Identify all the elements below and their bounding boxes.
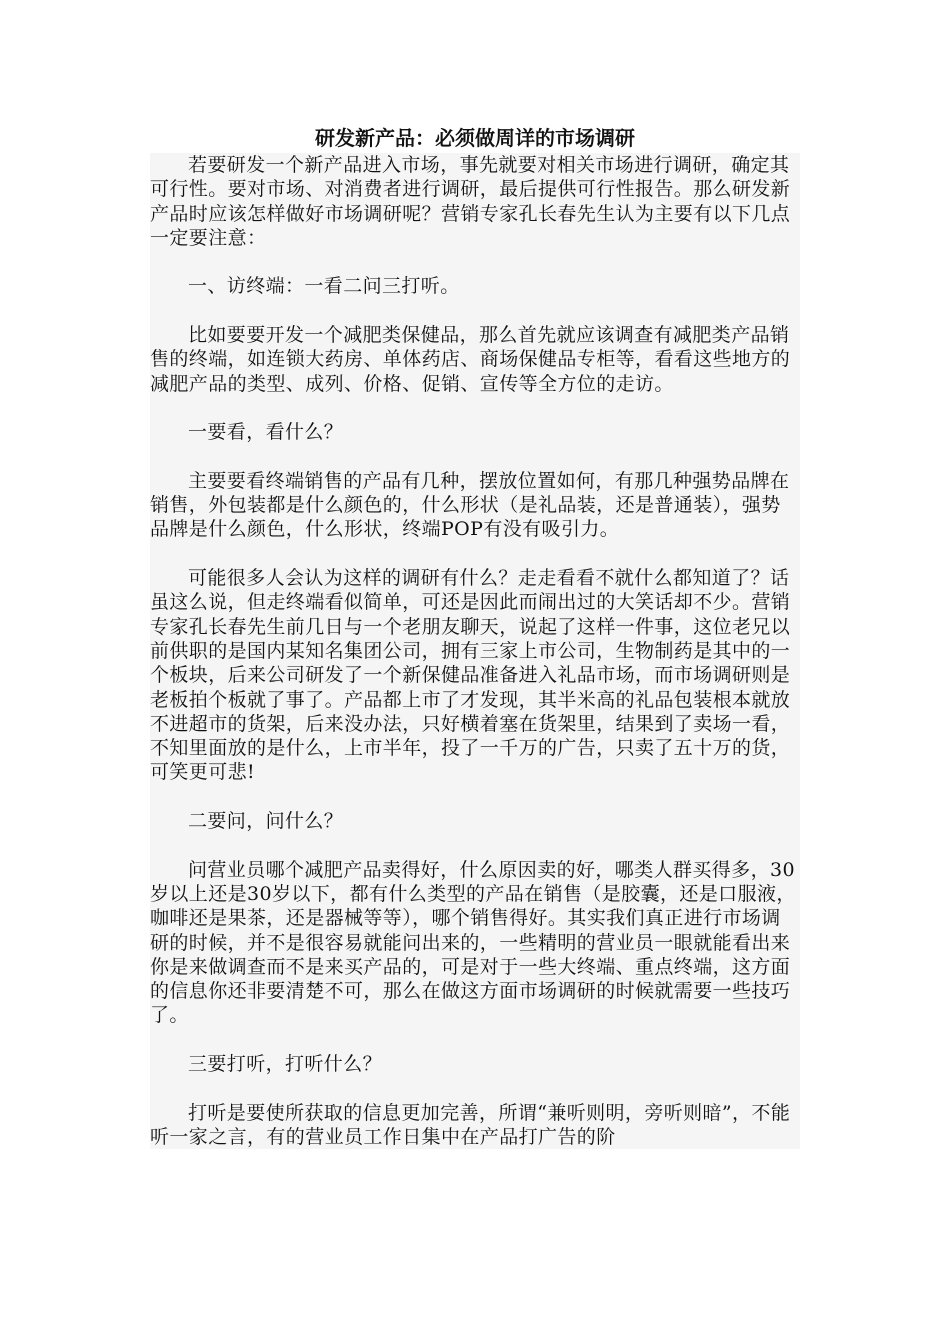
paragraph-gap [150, 250, 800, 274]
paragraph-intro: 若要研发一个新产品进入市场，事先就要对相关市场进行调研，确定其可行性。要对市场、对消费者进行调研，最后提供可行性报告。那么研发新产品时应该怎样做好市场调研呢？营销专家孔长春先生认为主要有以下几点一定要注意： [150, 154, 791, 249]
paragraph-ask-details: 问营业员哪个减肥产品卖得好，什么原因卖的好，哪类人群买得多，30岁以上还是30岁以下，都有什么类型的产品在销售（是胶囊，还是口服液，咖啡还是果茶，还是器械等等），哪个销售得好。其实我们真正进行市场调研的时候，并不是很容易就能问出来的，一些精明的营业员一眼就能看出来你是来做调查而不是来买产品的，可是对于一些大终端、重点终端，这方面的信息你还非要清楚不可，那么在做这方面市场调研的时候就需要一些技巧了。 [150, 858, 796, 1027]
paragraph-gap [150, 1076, 800, 1100]
section-heading-visit-terminal: 一、访终端：一看二问三打听。 [188, 275, 460, 298]
subheading-ask: 二要问，问什么？ [188, 810, 344, 833]
paragraph-anecdote: 可能很多人会认为这样的调研有什么？走走看看不就什么都知道了？话虽这么说，但走终端看似简单，可还是因此而闹出过的大笑话却不少。营销专家孔长春先生前几日与一个老朋友聊天，说起了这样一件事，这位老兄以前供职的是国内某知名集团公司，拥有三家上市公司，生物制药是其中的一个板块，后来公司研发了一个新保健品准备进入礼品市场，而市场调研则是老板拍个板就了事了。产品都上市了才发现，其半米高的礼品包装根本就放不进超市的货架，后来没办法，只好横着塞在货架里，结果到了卖场一看，不知里面放的是什么，上市半年，投了一千万的广告，只卖了五十万的货，可笑更可悲! [150, 567, 791, 784]
paragraph-example: 比如要要开发一个减肥类保健品，那么首先就应该调查有减肥类产品销售的终端，如连锁大药房、单体药店、商场保健品专柜等，看看这些地方的减肥产品的类型、成列、价格、促销、宣传等全方位的走访。 [150, 324, 791, 395]
paragraph-inquire-details: 打听是要使所获取的信息更加完善，所谓“兼听则明，旁听则暗”，不能听一家之言，有的营业员工作日集中在产品打广告的阶 [150, 1101, 791, 1148]
document-body [150, 153, 800, 1149]
paragraph-gap [150, 445, 800, 469]
paragraph-gap [150, 396, 800, 420]
paragraph-gap [150, 542, 800, 566]
paragraph-gap [150, 785, 800, 809]
paragraph-look-details: 主要要看终端销售的产品有几种，摆放位置如何，有那几种强势品牌在销售，外包装都是什么颜色的，什么形状（是礼品装，还是普通装），强势品牌是什么颜色，什么形状，终端POP有没有吸引力。 [150, 469, 790, 541]
document-title: 研发新产品：必须做周详的市场调研 [315, 126, 635, 150]
subheading-look: 一要看，看什么？ [188, 421, 344, 444]
paragraph-gap [150, 833, 800, 857]
subheading-inquire: 三要打听，打听什么？ [188, 1052, 383, 1075]
paragraph-gap [150, 299, 800, 323]
paragraph-gap [150, 1028, 800, 1052]
